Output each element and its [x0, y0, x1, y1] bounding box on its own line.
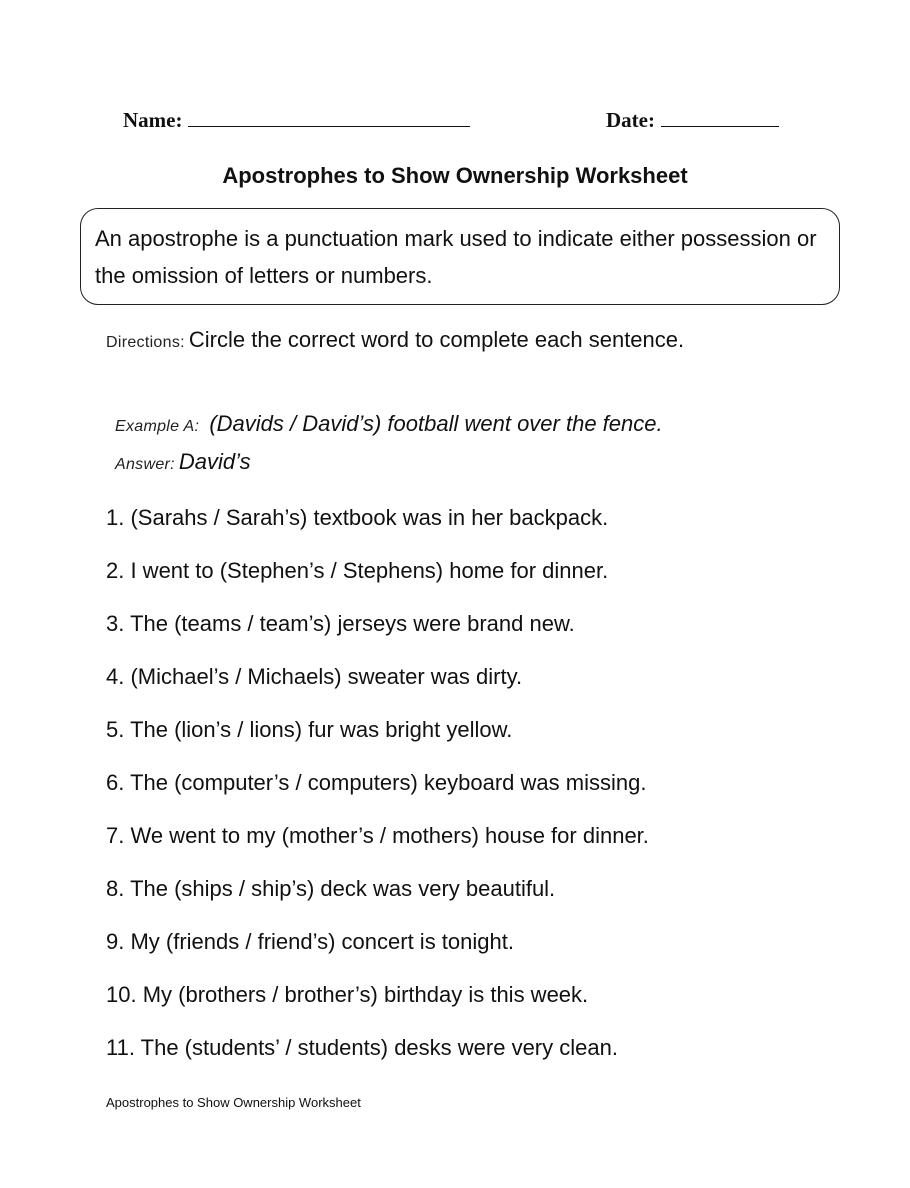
footer-text: Apostrophes to Show Ownership Worksheet	[106, 1095, 361, 1110]
worksheet-title: Apostrophes to Show Ownership Worksheet	[222, 163, 688, 188]
definition-text: An apostrophe is a punctuation mark used to indicate either possession or the omission of letters or numbers.	[95, 226, 817, 288]
directions	[106, 320, 726, 362]
name-label: Name:	[123, 108, 183, 132]
question-item[interactable]: 9. My (friends / friend’s) concert is tonight.	[106, 929, 514, 954]
question-item[interactable]: 6. The (computer’s / computers) keyboard was missing.	[106, 770, 647, 795]
name-blank-line[interactable]	[188, 106, 470, 127]
directions-label: Directions:	[106, 334, 185, 351]
answer-label: Answer:	[115, 456, 175, 473]
question-list	[106, 501, 649, 1084]
example-answer	[115, 449, 251, 475]
directions-text: Circle the correct word to complete each sentence.	[188, 327, 685, 352]
definition-box	[80, 208, 840, 305]
name-field	[123, 106, 470, 133]
date-label: Date:	[606, 108, 655, 132]
date-blank-line[interactable]	[661, 106, 779, 127]
question-item[interactable]: 8. The (ships / ship’s) deck was very beautiful.	[106, 876, 556, 901]
question-item[interactable]: 4. (Michael’s / Michaels) sweater was dirty.	[106, 664, 523, 689]
example-label: Example A:	[115, 418, 200, 435]
question-item[interactable]: 10. My (brothers / brother’s) birthday is this week.	[106, 982, 589, 1007]
question-item[interactable]: 5. The (lion’s / lions) fur was bright yellow.	[106, 717, 513, 742]
question-item[interactable]: 11. The (students’ / students) desks were very clean.	[106, 1035, 618, 1060]
example-text: (Davids / David’s) football went over the fence.	[209, 411, 663, 436]
example-sentence	[115, 411, 663, 437]
question-item[interactable]: 1. (Sarahs / Sarah’s) textbook was in her backpack.	[106, 505, 609, 530]
answer-text: David’s	[178, 449, 251, 474]
question-item[interactable]: 3. The (teams / team’s) jerseys were brand new.	[106, 611, 575, 636]
question-item[interactable]: 7. We went to my (mother’s / mothers) house for dinner.	[106, 823, 649, 848]
date-field	[606, 106, 779, 133]
question-item[interactable]: 2. I went to (Stephen’s / Stephens) home for dinner.	[106, 558, 609, 583]
